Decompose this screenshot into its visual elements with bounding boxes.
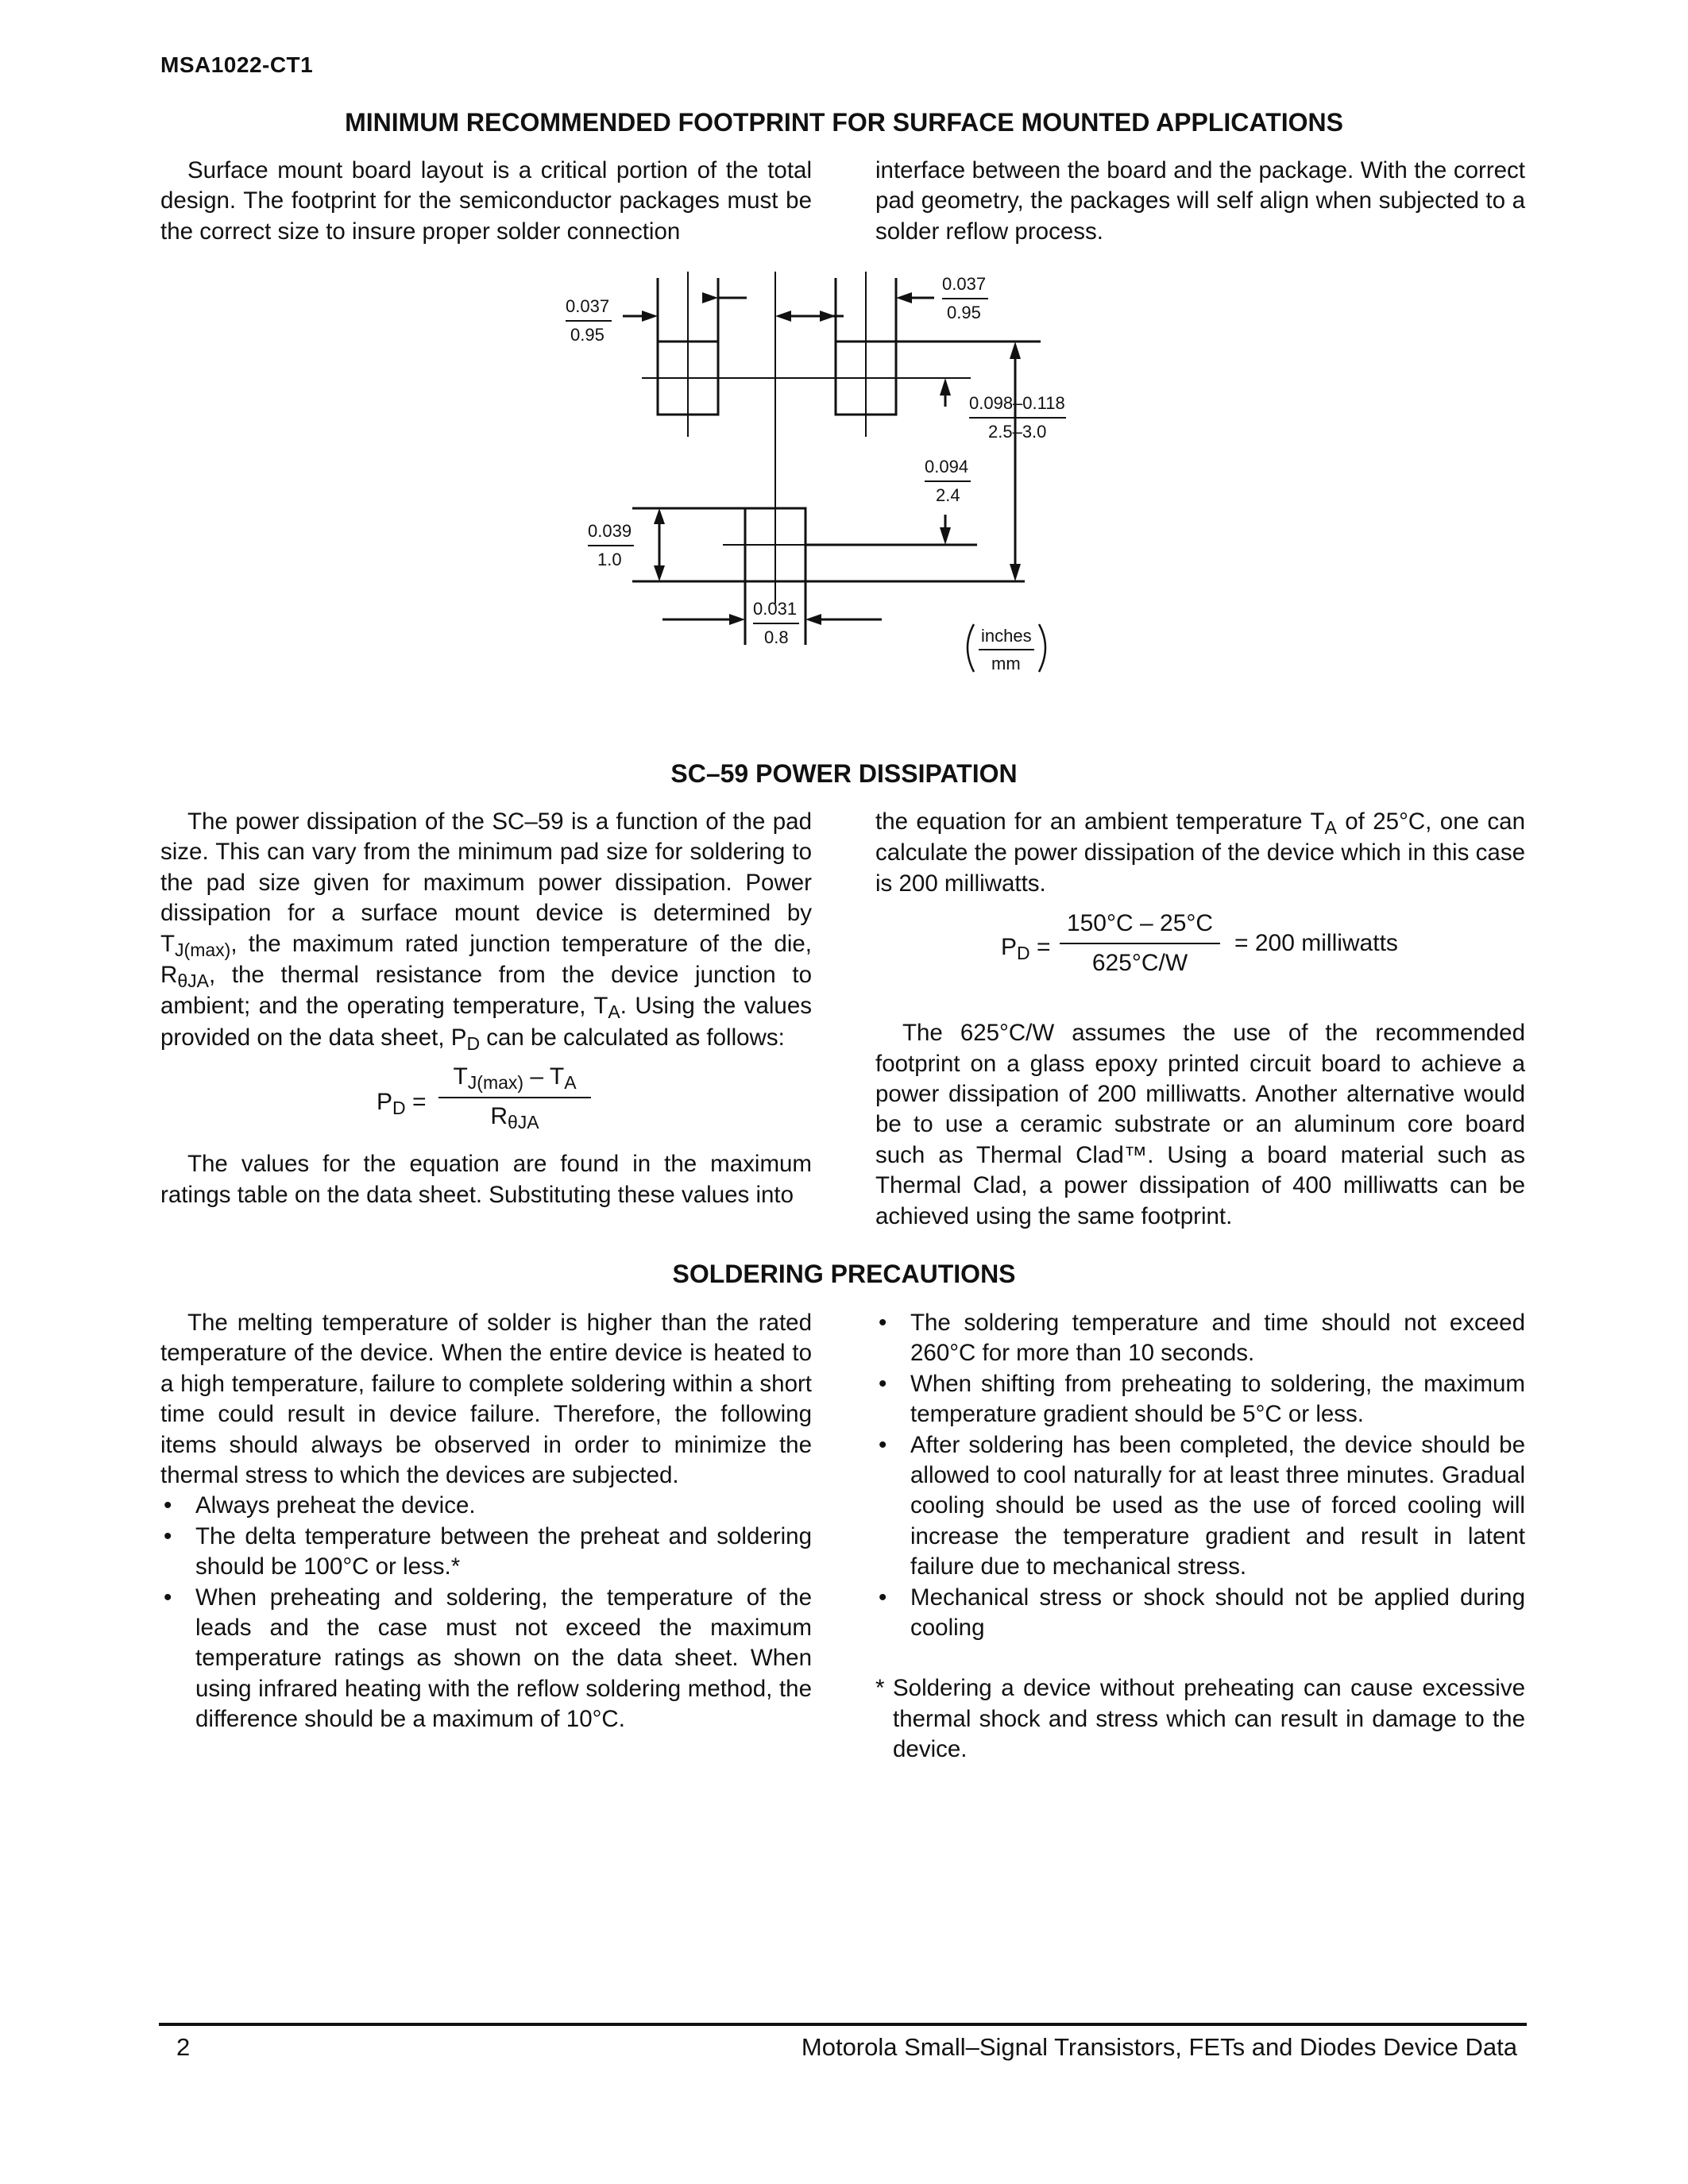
dim-pad-width-inches: 0.031 (753, 599, 798, 619)
power-paragraph-1: The power dissipation of the SC–59 is a function of the pad size. This can vary from the minimum pad size for soldering to the pad size given for maximum power dissipation. Power dissipation for a surface mount device is determined by $T_{J(max)}$, the maximum rated junction temperature of the die, $R_{\theta JA}$, the thermal resistance from the device junction to ambient; and the operating temperature, $T_A$. Using the values provided on the data sheet, $P_D$ can be calculated as follows: (160, 808, 812, 1054)
equation-2-numerator: 150°C – 25°C (1066, 910, 1214, 937)
dim-top-right-mm: 0.95 (947, 303, 981, 322)
footprint-diagram (0, 0, 1688, 699)
footprint-paragraph-left: Surface mount board layout is a critical portion of the total design. The footprint for the semiconductor packages must be the correct size to insure proper solder connection (160, 157, 812, 245)
power-column-left (160, 807, 812, 1210)
footprint-paragraph-right: interface between the board and the package. With the correct pad geometry, the packages will self align when subjected to a solder reflow process. (875, 157, 1525, 245)
dim-top-left-inches: 0.037 (566, 296, 610, 316)
dim-pad-width-mm: 0.8 (764, 627, 789, 647)
section-title-footprint: MINIMUM RECOMMENDED FOOTPRINT FOR SURFACE MOUNTED APPLICATIONS (345, 108, 1343, 137)
list-item: • Always preheat the device. (160, 1491, 812, 1521)
section-title-soldering: SOLDERING PRECAUTIONS (672, 1260, 1016, 1288)
part-number-header: MSA1022-CT1 (160, 52, 314, 77)
section-title-power-dissipation: SC–59 POWER DISSIPATION (670, 759, 1018, 788)
dim-top-right-inches: 0.037 (942, 274, 987, 294)
equation-1-lhs: $P_D$ = (377, 1089, 427, 1119)
list-item: • The delta temperature between the preheat and soldering should be 100°C or less.* (160, 1522, 812, 1583)
dim-overall-inches: 0.098–0.118 (969, 393, 1065, 413)
footer-rule (159, 2023, 1527, 2026)
units-key-bottom: mm (991, 654, 1021, 673)
soldering-bullets-left (160, 1491, 812, 1734)
dim-top-left-mm: 0.95 (570, 325, 605, 345)
soldering-bullets-right (875, 1308, 1525, 1643)
equation-2-denominator: 625°C/W (1091, 950, 1188, 977)
equation-2-result: = 200 milliwatts (1234, 930, 1398, 957)
list-item: • Mechanical stress or shock should not be applied during cooling (875, 1583, 1525, 1644)
soldering-intro: The melting temperature of solder is higher than the rated temperature of the device. When the entire device is heated to a high temperature, failure to complete soldering within a short time could result in device failure. Therefore, the following items should always be observed in order to minimize the thermal stress to which the devices are subjected. (160, 1310, 812, 1489)
power-paragraph-3: the equation for an ambient temperature $T_A$ of 25°C, one can calculate the power dissipation of the device which in this case is 200 milliwatts. (875, 808, 1525, 897)
equation-1-numerator: $T_{J(max)} - T_A$ (453, 1063, 577, 1094)
list-item: • When shifting from preheating to soldering, the maximum temperature gradient should be 5°C or less. (875, 1369, 1525, 1430)
dim-pitch-mm: 2.4 (936, 485, 960, 505)
dim-pad-height-inches: 0.039 (588, 521, 632, 541)
dim-pitch-inches: 0.094 (925, 457, 969, 477)
list-item: • After soldering has been completed, the device should be allowed to cool naturally for at least three minutes. Gradual cooling should be used as the use of forced cooling will increase the temperature gradient and result in latent failure due to mechanical stress. (875, 1430, 1525, 1583)
equation-2-lhs: $P_D$ = (1001, 934, 1051, 964)
units-key-top: inches (981, 626, 1032, 646)
power-paragraph-2: The values for the equation are found in the maximum ratings table on the data sheet. Substituting these values into (160, 1151, 812, 1208)
soldering-column-right (875, 1308, 1525, 1765)
dim-overall-mm: 2.5–3.0 (988, 422, 1047, 442)
dim-pad-height-mm: 1.0 (597, 550, 622, 569)
equation-1-denominator: $R_{\theta JA}$ (490, 1103, 539, 1133)
soldering-column-left (160, 1308, 812, 1735)
list-item: • When preheating and soldering, the temperature of the leads and the case must not exceed the maximum temperature ratings as shown on the data sheet. When using infrared heating with the reflow soldering method, the difference should be a maximum of 10°C. (160, 1583, 812, 1735)
publication-title: Motorola Small–Signal Transistors, FETs and Diodes Device Data (801, 2033, 1517, 2061)
page-number: 2 (176, 2033, 191, 2061)
list-item: • The soldering temperature and time should not exceed 260°C for more than 10 seconds. (875, 1308, 1525, 1369)
soldering-footnote: * Soldering a device without preheating can cause excessive thermal shock and stress which can result in damage to the device. (875, 1675, 1525, 1763)
power-paragraph-4: The 625°C/W assumes the use of the recommended footprint on a glass epoxy printed circuit board to achieve a power dissipation of 200 milliwatts. Another alternative would be to use a ceramic substrate or an aluminum core board such as Thermal Clad™. Using a board material such as Thermal Clad, a power dissipation of 400 milliwatts can be achieved using the same footprint. (875, 1020, 1525, 1229)
equation-pd-general (160, 1054, 812, 1149)
power-column-right (875, 807, 1525, 1232)
equation-pd-value (875, 899, 1525, 1018)
equation-2-fraction-bar (1060, 943, 1220, 944)
equation-1-fraction-bar (438, 1097, 591, 1098)
